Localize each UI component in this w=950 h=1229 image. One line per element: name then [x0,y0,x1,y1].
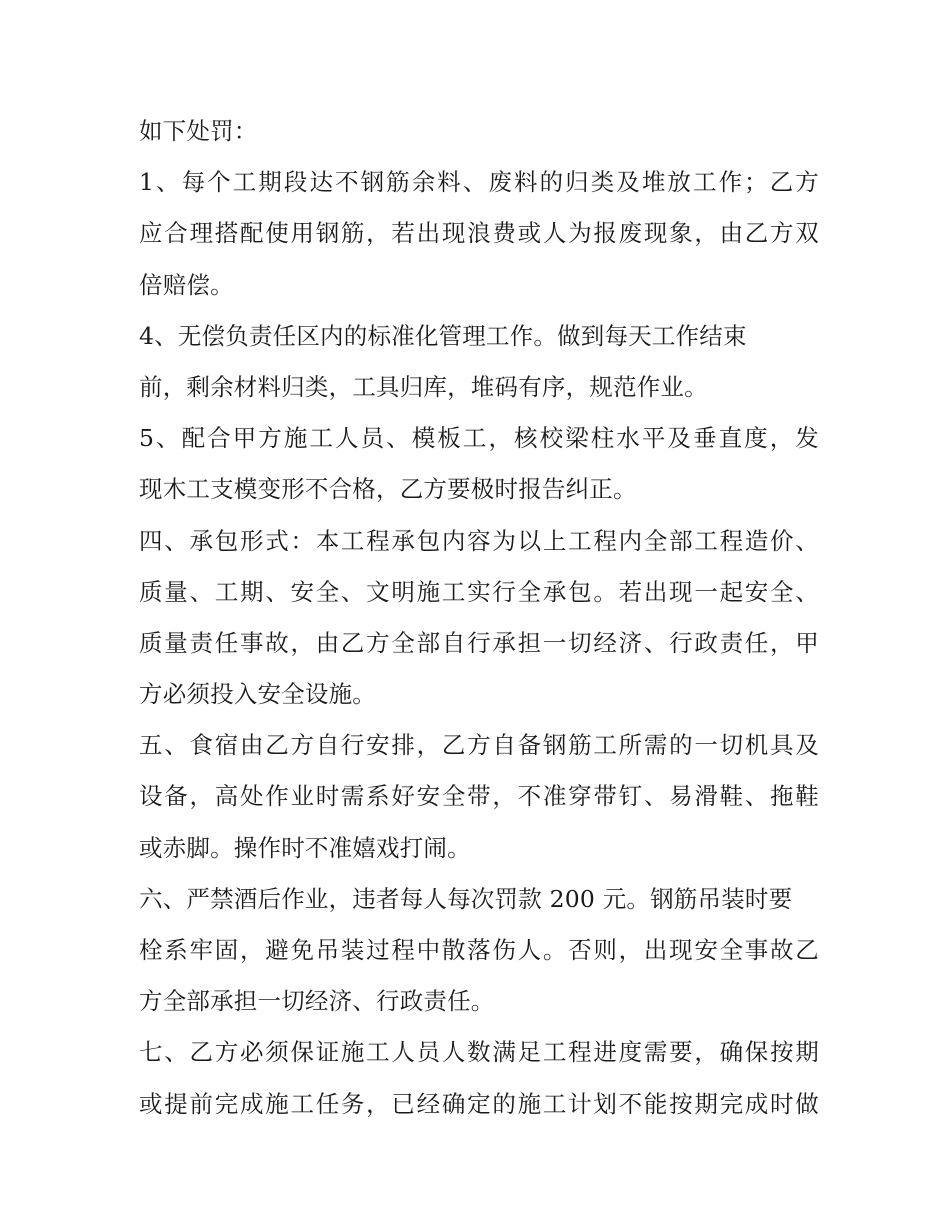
text-line: 五、食宿由乙方自行安排，乙方自备钢筋工所需的一切机具及 [139,731,819,760]
text-line: 应合理搭配使用钢筋，若出现浪费或人为报废现象，由乙方双 [139,219,819,248]
text-line: 六、严禁酒后作业，违者每人每次罚款 200 元。钢筋吊装时要 [139,884,793,913]
text-line: 设备，高处作业时需系好安全带，不准穿带钉、易滑鞋、拖鞋 [139,782,819,811]
text-line: 倍赔偿。 [139,270,234,299]
text-line: 1、每个工期段达不钢筋余料、废料的归类及堆放工作；乙方 [139,168,819,197]
text-line: 5、配合甲方施工人员、模板工，核校梁柱水平及垂直度，发 [139,424,819,453]
text-line: 质量、工期、安全、文明施工实行全承包。若出现一起安全、 [139,577,819,606]
text-line: 或赤脚。操作时不准嬉戏打闹。 [139,833,471,862]
text-line: 栓系牢固，避免吊装过程中散落伤人。否则，出现安全事故乙 [139,936,819,964]
text-line: 方必须投入安全设施。 [139,680,376,709]
document-body [139,106,819,1130]
text-line: 方全部承担一切经济、行政责任。 [139,987,495,1016]
text-line: 四、承包形式：本工程承包内容为以上工程内全部工程造价、 [139,526,819,555]
text-line: 4、无偿负责任区内的标准化管理工作。做到每天工作结束 [139,321,747,350]
text-line: 如下处罚： [139,117,258,145]
text-line: 现木工支模变形不合格，乙方要极时报告纠正。 [139,475,637,504]
text-line: 七、乙方必须保证施工人员人数满足工程进度需要，确保按期 [139,1038,819,1067]
text-line: 或提前完成施工任务，已经确定的施工计划不能按期完成时做 [139,1089,819,1118]
text-line: 质量责任事故，由乙方全部自行承担一切经济、行政责任，甲 [139,628,819,657]
text-line: 前，剩余材料归类，工具归库，堆码有序，规范作业。 [139,372,708,401]
